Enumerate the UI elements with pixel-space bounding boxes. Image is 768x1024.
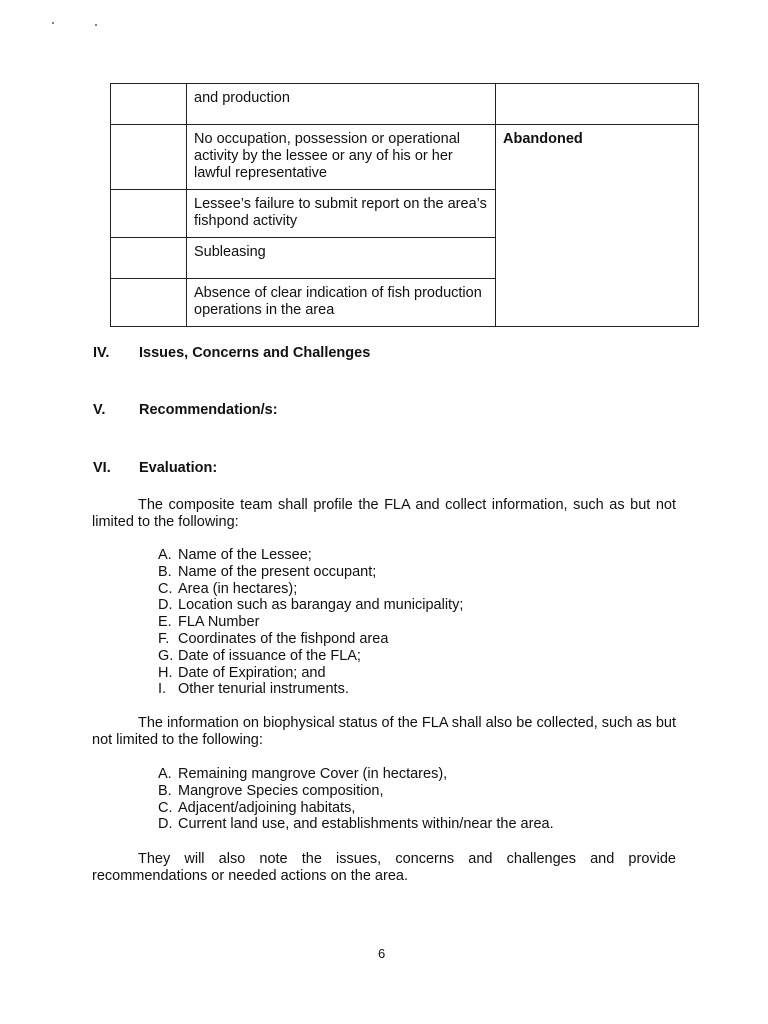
section-vi-heading (93, 460, 217, 476)
list-item: B. Name of the present occupant; (158, 563, 377, 580)
page-number: 6 (378, 946, 386, 961)
list-item: I. Other tenurial instruments. (158, 681, 349, 698)
list-item: A. Remaining mangrove Cover (in hectares), (158, 766, 448, 782)
scan-speck (95, 24, 97, 26)
list-item: G. Date of issuance of the FLA; (158, 647, 361, 664)
section-number: IV. (93, 345, 110, 361)
list-item: E. FLA Number (158, 614, 260, 631)
table-cell: Subleasing (187, 238, 496, 279)
paragraph-text: The composite team shall profile the FLA and collect information, such as but not limited to the following: (92, 497, 676, 530)
table-cell (111, 279, 187, 327)
list-item: C. Adjacent/adjoining habitats, (158, 799, 356, 816)
table-cell: and production (187, 84, 496, 125)
status-cell: Abandoned (496, 125, 699, 327)
table-cell: Absence of clear indication of fish production operations in the area (187, 279, 496, 327)
paragraph-text: The information on biophysical status of the FLA shall also be collected, such as but not limited to the following: (92, 715, 676, 748)
table-cell (111, 238, 187, 279)
section-title: Issues, Concerns and Challenges (139, 345, 371, 361)
closing-paragraph (92, 851, 676, 885)
section-iv-heading (93, 345, 370, 361)
section-title: Evaluation: (139, 460, 218, 476)
table-cell (111, 190, 187, 238)
table-row (111, 84, 699, 125)
list-item: B. Mangrove Species composition, (158, 782, 384, 799)
table-cell (111, 84, 187, 125)
table-cell (496, 84, 699, 125)
scan-speck (52, 22, 54, 24)
biophysical-intro-paragraph (92, 715, 676, 749)
list-item: D. Location such as barangay and municipality; (158, 597, 464, 614)
biophysical-info-list (158, 766, 554, 833)
section-number: VI. (93, 460, 111, 476)
evaluation-intro-paragraph (92, 497, 676, 531)
table-row (111, 125, 699, 190)
section-v-heading (93, 402, 278, 418)
list-item: C. Area (in hectares); (158, 580, 298, 597)
section-title: Recommendation/s: (139, 402, 278, 418)
list-item: H. Date of Expiration; and (158, 664, 326, 681)
list-item: A. Name of the Lessee; (158, 547, 312, 563)
section-number: V. (93, 402, 106, 418)
table-cell (111, 125, 187, 190)
table-cell: Lessee’s failure to submit report on the area’s fishpond activity (187, 190, 496, 238)
criteria-table (110, 83, 699, 327)
list-item: F. Coordinates of the fishpond area (158, 630, 389, 647)
table-cell: No occupation, possession or operational activity by the lessee or any of his or her lawful representative (187, 125, 496, 190)
list-item: D. Current land use, and establishments within/near the area. (158, 816, 554, 833)
paragraph-text: They will also note the issues, concerns and challenges and provide recommendations or needed actions on the area. (92, 851, 676, 884)
profile-info-list (158, 547, 463, 698)
